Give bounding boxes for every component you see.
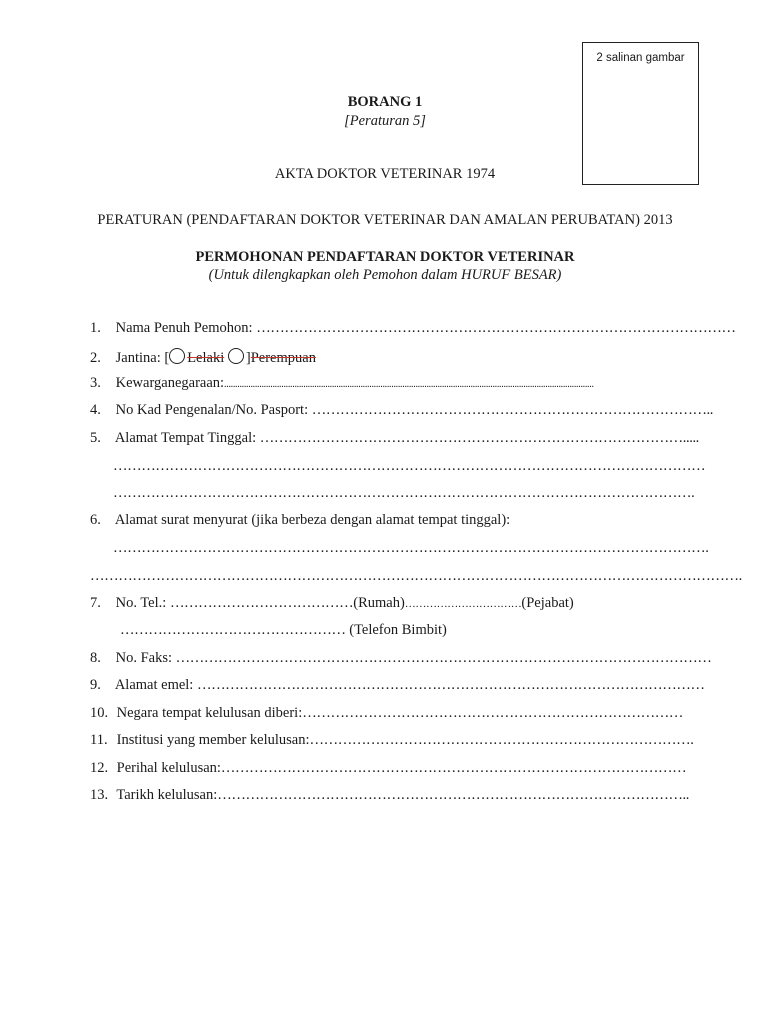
field-label: Alamat emel: xyxy=(114,677,197,693)
mobile-phone-fill[interactable]: ………………………………………… xyxy=(120,622,346,638)
act-title: AKTA DOKTOR VETERINAR 1974 xyxy=(274,166,496,182)
field-label: Perihal kelulusan: xyxy=(116,760,221,776)
field-label: Negara tempat kelulusan diberi: xyxy=(116,705,303,721)
field-label: No. Tel.: xyxy=(115,595,170,611)
residential-address-line-2[interactable]: ……………………………………………………………………………………………………………… xyxy=(113,458,706,474)
residential-address-line-3[interactable]: ……………………………………………………………………………………………………………. xyxy=(113,485,695,501)
field-number: 11. xyxy=(90,732,108,748)
field-number: 12. xyxy=(90,760,109,776)
field-number: 2. xyxy=(90,350,101,366)
field-number: 5. xyxy=(90,430,101,446)
fill-line[interactable]: ........................................................................................................................................................................ xyxy=(224,379,594,390)
field-label: Jantina: xyxy=(115,350,165,366)
field-label: Kewarganegaraan: xyxy=(115,375,225,391)
field-mobile-phone xyxy=(120,622,447,639)
regulation-title: PERATURAN (PENDAFTARAN DOKTOR VETERINAR DAN AMALAN PERUBATAN) 2013 xyxy=(97,212,673,228)
field-graduation-date[interactable] xyxy=(90,787,689,804)
field-residential-address[interactable] xyxy=(90,430,699,447)
regulation-reference-text: [Peraturan 5] xyxy=(344,113,426,129)
field-label: Alamat surat menyurat (jika berbeza dengan alamat tempat tinggal): xyxy=(114,512,511,528)
fill-line[interactable]: …………………………………………………………………………………………………… xyxy=(175,650,712,666)
radio-circle-icon[interactable] xyxy=(228,348,244,364)
field-label: Tarikh kelulusan: xyxy=(116,787,218,803)
field-number: 4. xyxy=(90,402,101,418)
field-email[interactable] xyxy=(90,677,705,694)
mailing-address-line-2[interactable]: ………………………………………………………………………………………………………………. xyxy=(113,540,709,556)
office-phone-label: (Pejabat) xyxy=(521,595,574,611)
fill-line[interactable]: ……………………………………………………………………………………………… xyxy=(196,677,705,693)
mobile-phone-label: (Telefon Bimbit) xyxy=(345,622,447,638)
radio-circle-icon[interactable] xyxy=(169,348,185,364)
field-number: 10. xyxy=(90,705,109,721)
gender-male-option[interactable]: [ Lelaki xyxy=(164,350,225,366)
gender-male-label: Lelaki xyxy=(187,350,225,366)
field-graduation-country[interactable] xyxy=(90,705,683,722)
home-phone-label: (Rumah) xyxy=(353,595,405,611)
office-phone-fill[interactable]: …………………………… xyxy=(404,598,522,610)
gender-female-option[interactable]: ]Perempuan xyxy=(228,348,316,367)
field-number: 1. xyxy=(90,320,101,336)
field-number: 13. xyxy=(90,787,109,803)
field-institution[interactable] xyxy=(90,732,693,749)
form-number: BORANG 1 xyxy=(347,94,423,110)
fill-line[interactable]: ………………………………………………………………………………..... xyxy=(259,430,699,446)
field-qualification[interactable] xyxy=(90,760,686,777)
fill-line[interactable]: ………………………………………………………………………………………… xyxy=(256,320,736,336)
photo-box-caption: 2 salinan gambar xyxy=(596,52,685,64)
fill-line[interactable]: ………………………………………………………………………. xyxy=(309,732,694,748)
field-telephone xyxy=(90,595,574,612)
field-number: 9. xyxy=(90,677,101,693)
fill-line[interactable]: ………………………………………………………………………….. xyxy=(311,402,714,418)
fill-line[interactable]: ……………………………………………………………………………………….. xyxy=(217,787,690,803)
home-phone-fill[interactable]: ………………………………… xyxy=(169,595,354,611)
field-number: 3. xyxy=(90,375,101,391)
field-label: Alamat Tempat Tinggal: xyxy=(114,430,260,446)
field-gender xyxy=(90,348,316,367)
fill-line[interactable]: ……………………………………………………………………………………… xyxy=(220,760,687,776)
field-full-name[interactable] xyxy=(90,320,736,337)
field-nationality[interactable] xyxy=(90,375,594,392)
form-subtitle: (Untuk dilengkapkan oleh Pemohon dalam HURUF BESAR) xyxy=(208,267,562,283)
field-label: Institusi yang member kelulusan: xyxy=(116,732,310,748)
field-number: 7. xyxy=(90,595,101,611)
field-label: Nama Penuh Pemohon: xyxy=(115,320,257,336)
field-number: 8. xyxy=(90,650,101,666)
regulation-reference xyxy=(0,113,770,130)
mailing-address-line-3[interactable]: …………………………………………………………………………………………………………………………. xyxy=(90,568,742,584)
field-mailing-address xyxy=(90,512,510,529)
field-label: No Kad Pengenalan/No. Pasport: xyxy=(115,402,312,418)
field-id-passport[interactable] xyxy=(90,402,713,419)
form-title: PERMOHONAN PENDAFTARAN DOKTOR VETERINAR xyxy=(195,249,575,265)
field-label: No. Faks: xyxy=(115,650,176,666)
fill-line[interactable]: ……………………………………………………………………… xyxy=(302,705,683,721)
field-fax[interactable] xyxy=(90,650,711,667)
gender-female-label: Perempuan xyxy=(250,350,316,366)
field-number: 6. xyxy=(90,512,101,528)
